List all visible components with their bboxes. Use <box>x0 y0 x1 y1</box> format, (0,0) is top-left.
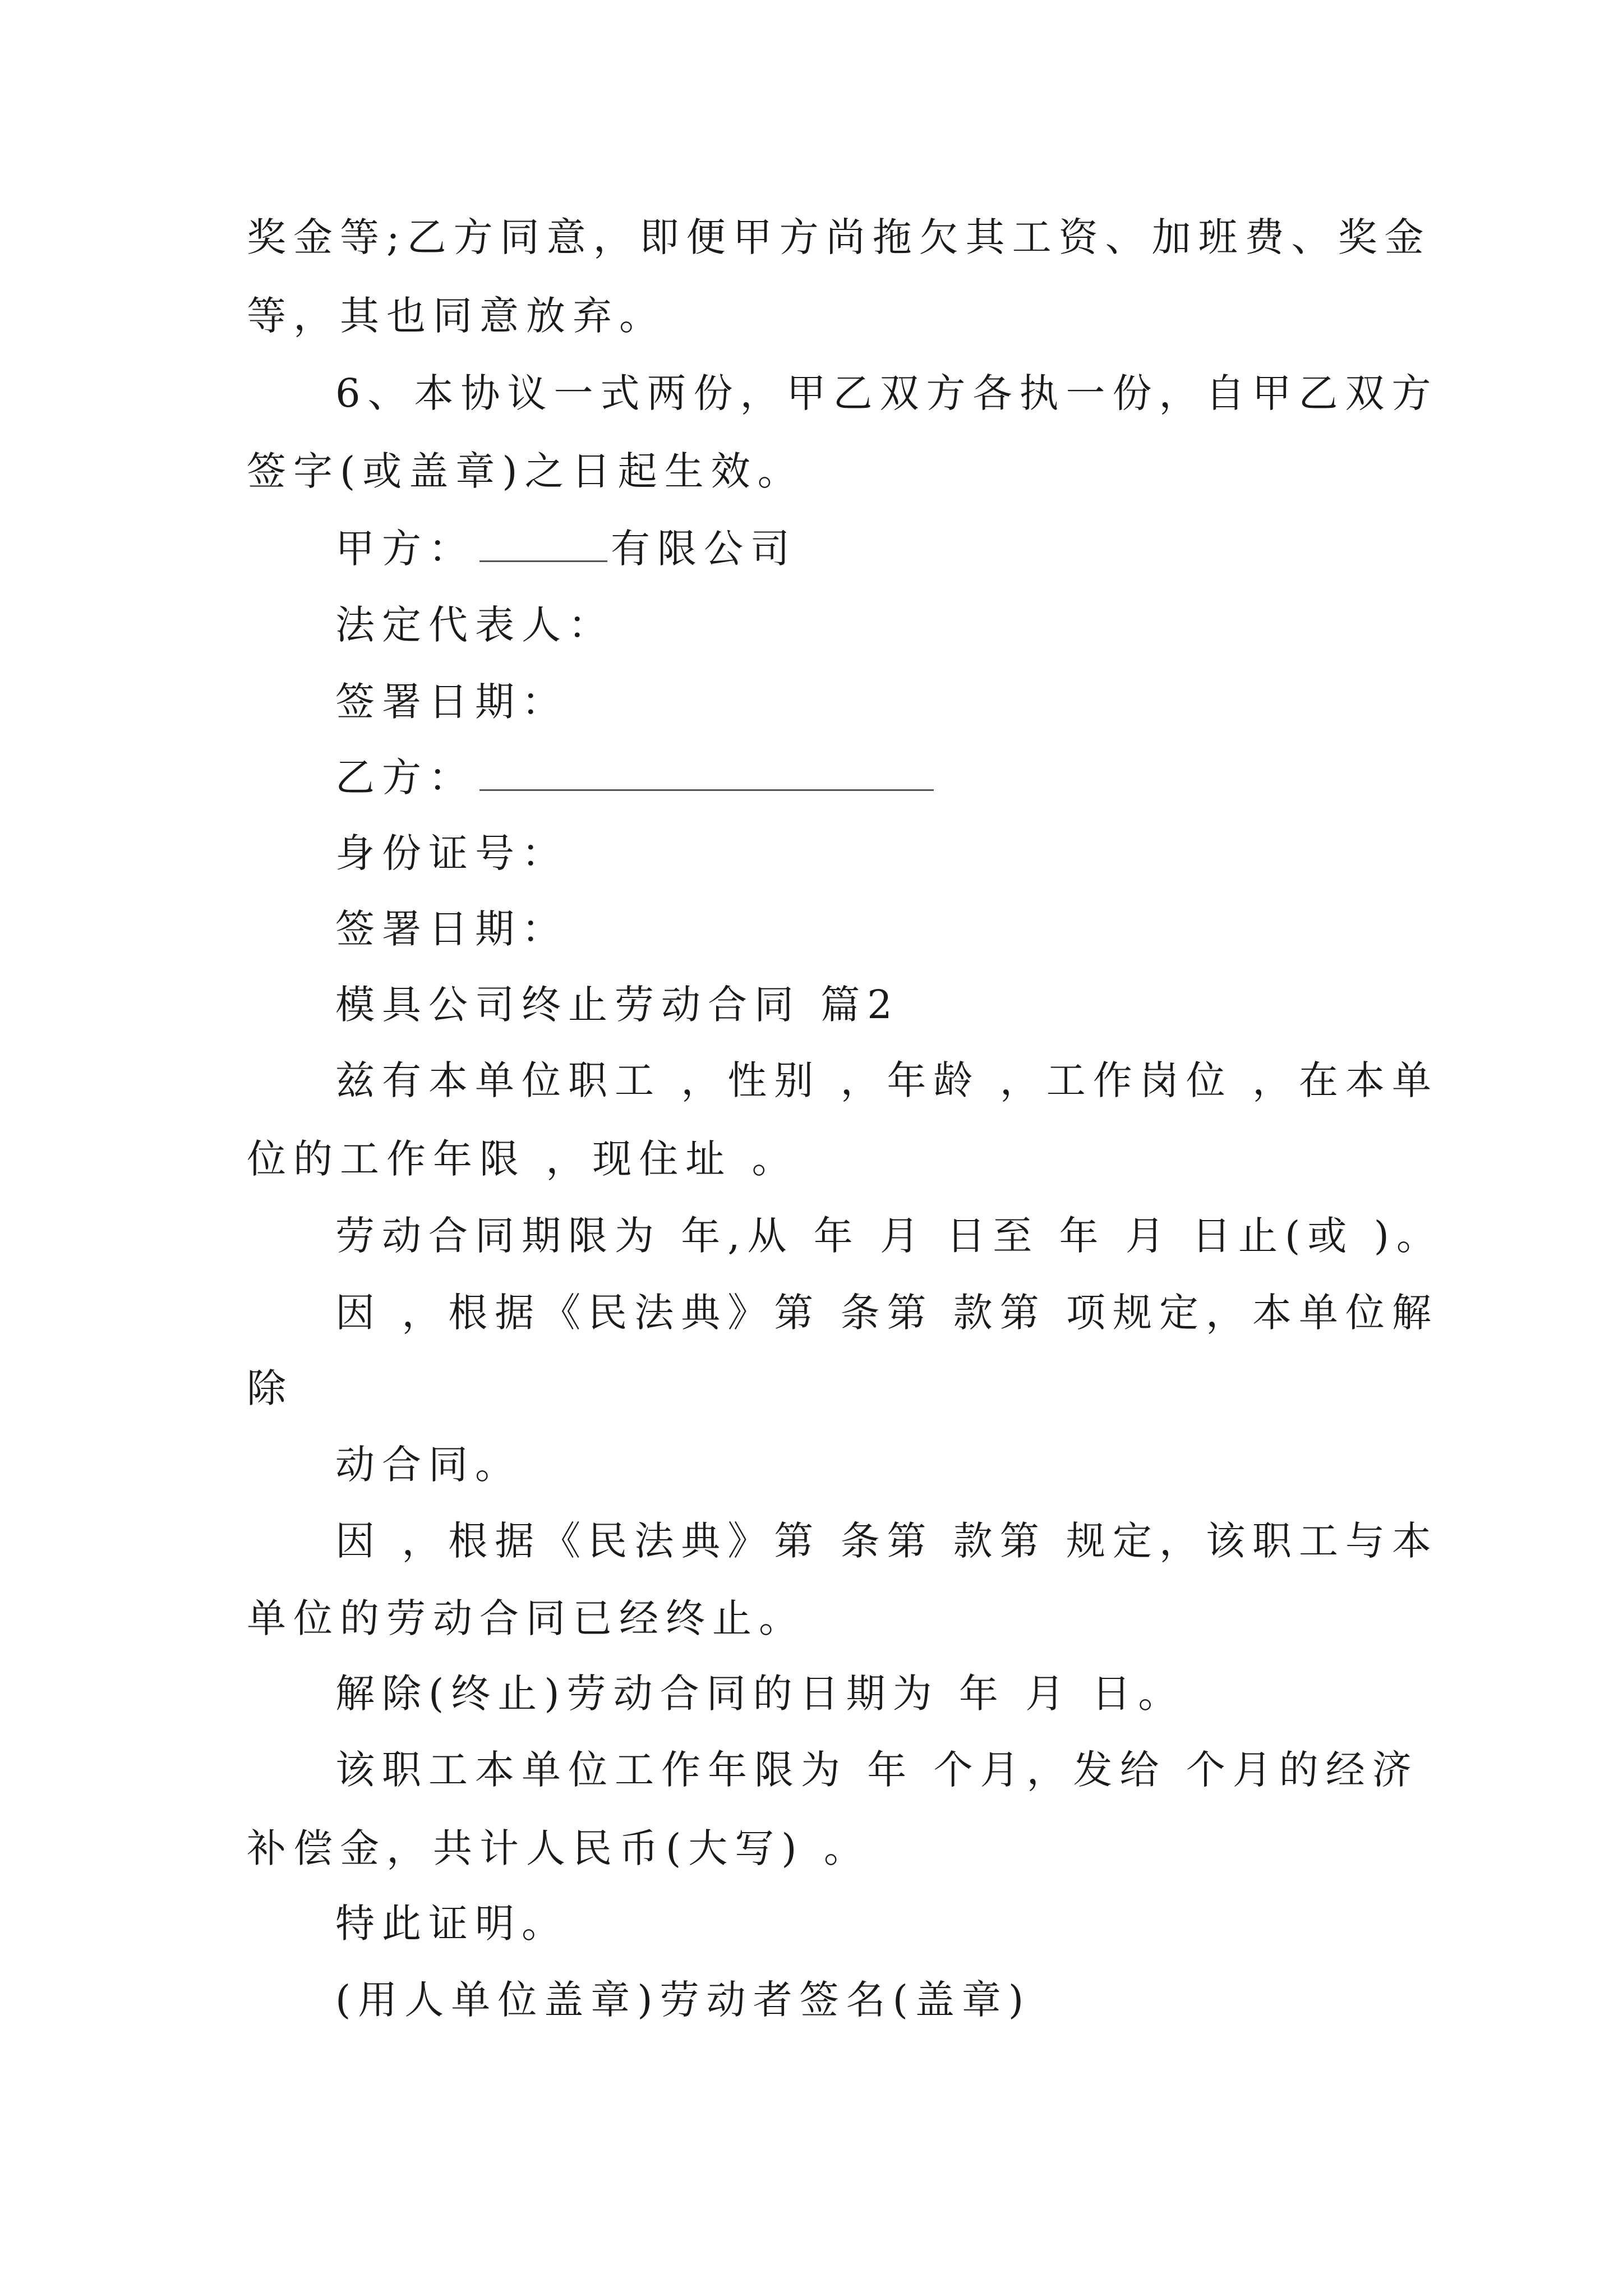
paragraph-line: 签字(或盖章)之日起生效。 <box>247 448 804 494</box>
paragraph-line: 除 <box>247 1365 293 1411</box>
sign-date-line: 签署日期： <box>335 906 568 952</box>
paragraph-line: 因 ，根据《民法典》第 条第 款第 规定，该职工与本 <box>335 1518 1439 1564</box>
party-b-label: 乙方： <box>335 754 475 800</box>
party-a-label: 甲方： <box>335 526 475 572</box>
party-b-blank <box>479 756 934 791</box>
paragraph-line: 兹有本单位职工 ，性别 ，年龄 ，工作岗位 ，在本单 <box>335 1057 1439 1103</box>
legal-rep-line: 法定代表人： <box>335 602 615 648</box>
paragraph-line: 解除(终止)劳动合同的日期为 年 月 日。 <box>335 1671 1185 1717</box>
paragraph-line: 劳动合同期限为 年,从 年 月 日至 年 月 日止(或 )。 <box>335 1213 1443 1259</box>
party-b-line <box>335 752 937 803</box>
party-a-suffix: 有限公司 <box>611 526 797 572</box>
id-number-line: 身份证号： <box>335 830 568 876</box>
paragraph-line: 补偿金，共计人民币(大写) 。 <box>247 1825 870 1871</box>
paragraph-line: 位的工作年限 ，现住址 。 <box>247 1136 799 1182</box>
paragraph-line: 因 ，根据《民法典》第 条第 款第 项规定，本单位解 <box>335 1290 1439 1336</box>
paragraph-line: 特此证明。 <box>335 1901 568 1947</box>
paragraph-line: 奖金等;乙方同意，即便甲方尚拖欠其工资、加班费、奖金 <box>247 214 1431 260</box>
party-a-line <box>335 523 797 574</box>
paragraph-line: 等，其也同意放弃。 <box>247 293 666 339</box>
paragraph-line: 该职工本单位工作年限为 年 个月，发给 个月的经济 <box>335 1747 1419 1793</box>
paragraph-line: 单位的劳动合同已经终止。 <box>247 1595 805 1641</box>
paragraph-line: 6、本协议一式两份，甲乙双方各执一份，自甲乙双方 <box>335 370 1438 416</box>
signature-line: (用人单位盖章)劳动者签名(盖章) <box>335 1977 1031 2023</box>
section-heading: 模具公司终止劳动合同 篇2 <box>335 982 900 1028</box>
paragraph-line: 动合同。 <box>335 1442 522 1488</box>
sign-date-line: 签署日期： <box>335 679 568 725</box>
party-a-blank <box>479 527 607 562</box>
